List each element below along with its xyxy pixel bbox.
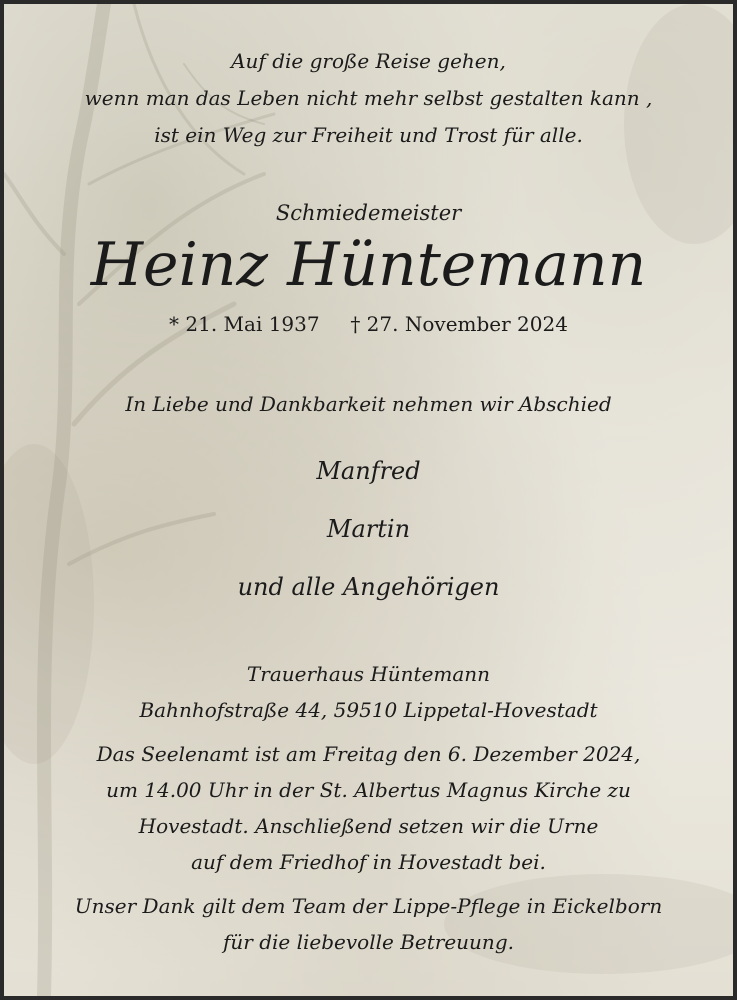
motto-line-1: Auf die große Reise gehen, bbox=[231, 49, 506, 73]
mourner-1: Manfred bbox=[316, 457, 421, 485]
birth-date: * 21. Mai 1937 bbox=[169, 312, 320, 336]
misty-forest-background bbox=[4, 4, 733, 996]
motto-line-2: wenn man das Leben nicht mehr selbst gestalten kann , bbox=[84, 86, 653, 110]
mourner-3: und alle Angehörigen bbox=[237, 573, 500, 601]
death-date: † 27. November 2024 bbox=[350, 312, 568, 336]
service-line-1: Das Seelenamt ist am Freitag den 6. Dezember 2024, bbox=[96, 742, 641, 766]
thanks-line-1: Unser Dank gilt dem Team der Lippe-Pflege in Eickelborn bbox=[74, 894, 663, 918]
farewell-text: In Liebe und Dankbarkeit nehmen wir Abschied bbox=[125, 392, 612, 416]
service-line-3: Hovestadt. Anschließend setzen wir die Urne bbox=[138, 814, 599, 838]
address-line-2: Bahnhofstraße 44, 59510 Lippetal-Hovestadt bbox=[139, 698, 598, 722]
address-line-1: Trauerhaus Hüntemann bbox=[246, 662, 491, 686]
life-dates bbox=[4, 312, 733, 336]
thanks-line-2: für die liebevolle Betreuung. bbox=[223, 930, 514, 954]
motto-line-3: ist ein Weg zur Freiheit und Trost für alle. bbox=[154, 123, 583, 147]
mourner-2: Martin bbox=[326, 515, 411, 543]
deceased-name: Heinz Hüntemann bbox=[90, 230, 647, 300]
service-line-4: auf dem Friedhof in Hovestadt bei. bbox=[191, 850, 546, 874]
profession: Schmiedemeister bbox=[275, 201, 462, 225]
service-line-2: um 14.00 Uhr in der St. Albertus Magnus Kirche zu bbox=[106, 778, 631, 802]
